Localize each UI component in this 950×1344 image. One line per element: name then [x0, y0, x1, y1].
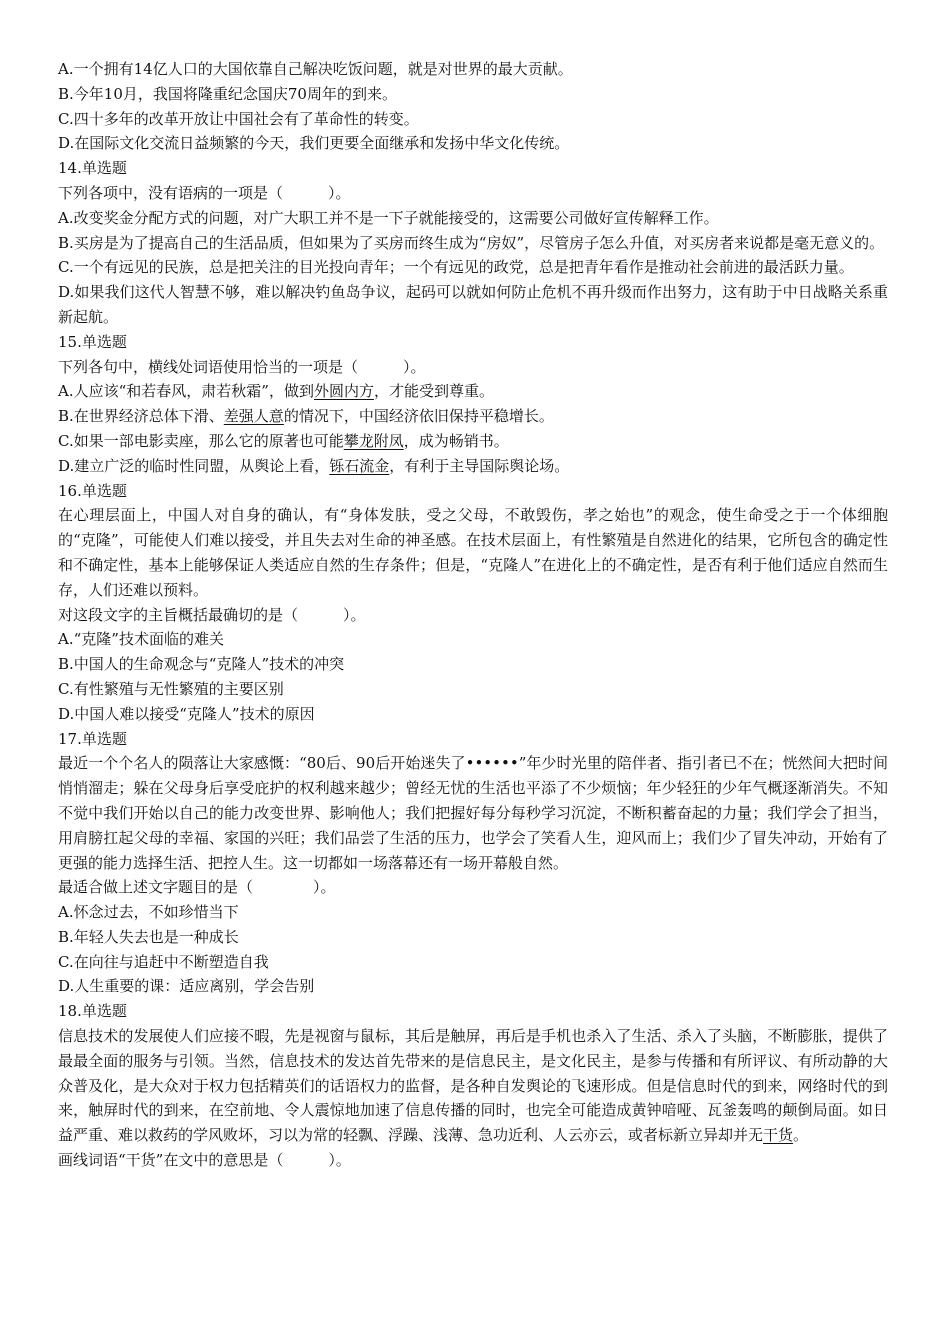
q16-header: 16.单选题 — [58, 481, 127, 500]
q14-stem: 下列各项中，没有语病的一项是（ ）。 — [58, 183, 351, 202]
q17-option-b: B.年轻人失去也是一种成长 — [58, 927, 239, 946]
q17-header: 17.单选题 — [58, 729, 127, 748]
q16-option-b: B.中国人的生命观念与“克隆人”技术的冲突 — [58, 655, 345, 674]
q14-option-a: A.改变奖金分配方式的问题，对广大职工并不是一下子就能接受的，这需要公司做好宣传解释工作。 — [58, 208, 719, 227]
q18-header: 18.单选题 — [58, 1002, 127, 1021]
q13-option-c: C.四十多年的改革开放让中国社会有了革命性的转变。 — [58, 109, 419, 128]
q17-passage: 最近一个个名人的陨落让大家感慨：“80后、90后开始迷失了••••••”年少时光里的陪伴者、指引者已不在；恍然间大把时间悄悄溜走；躲在父母身后享受庇护的权利越来越少；曾经无忧的生活也平添了不少烦恼；年少轻狂的少年气概逐渐消失。不知不觉中我们开始以自己的能力改变世界、影响他人；我们把握好每分每秒学习沉淀，不断积蓄奋起的力量；我们学会了担当，用肩膀扛起父母的幸福、家国的兴旺；我们品尝了生活的压力，也学会了笑看人生，迎风而上；我们少了冒失冲动，开始有了更强的能力选择生活、把控人生。这一切都如一场落幕还有一场开幕般自然。 — [58, 754, 888, 872]
q15-option-c-pre: C.如果一部电影卖座，那么它的原著也可能 — [58, 431, 344, 450]
q15-stem: 下列各句中，横线处词语使用恰当的一项是（ ）。 — [58, 357, 426, 376]
q17-option-c: C.在向往与追赶中不断塑造自我 — [58, 952, 269, 971]
q15-option-b-pre: B.在世界经济总体下滑、 — [58, 407, 224, 426]
q17-option-d: D.人生重要的课：适应离别，学会告别 — [58, 977, 315, 996]
q16-option-c: C.有性繁殖与无性繁殖的主要区别 — [58, 679, 284, 698]
q15-option-b — [58, 404, 888, 429]
q15-option-c — [58, 429, 888, 454]
q15-option-a-underlined: 外圆内方 — [313, 382, 374, 401]
q14-header: 14.单选题 — [58, 159, 127, 178]
q16-option-a: A.“克隆”技术面临的难关 — [58, 630, 224, 649]
q17-stem: 最适合做上述文字题目的是（ ）。 — [58, 878, 336, 897]
q16-option-d: D.中国人难以接受“克隆人”技术的原因 — [58, 704, 315, 723]
q15-option-b-post: 的情况下，中国经济依旧保持平稳增长。 — [283, 407, 554, 426]
q15-option-d — [58, 454, 888, 479]
q15-option-c-underlined: 攀龙附凤 — [343, 431, 404, 450]
q18-passage-underlined: 干货 — [763, 1126, 794, 1145]
q15-option-d-post: ，有利于主导国际舆论场。 — [389, 456, 570, 475]
q15-option-a — [58, 379, 888, 404]
q15-header: 15.单选题 — [58, 332, 127, 351]
q16-passage: 在心理层面上，中国人对自身的确认，有“身体发肤，受之父母，不敢毁伤，孝之始也”的观念，使生命受之于一个体细胞的“克隆”，可能使人们难以接受，并且失去对生命的神圣感。在技术层面上，有性繁殖是自然进化的结果，它所包含的确定性和不确定性，基本上能够保证人类适应自然的生存条件；但是，“克隆人”在进化上的不确定性，是否有利于他们适应自然而生存，人们还难以预料。 — [58, 506, 888, 599]
q17-option-a: A.怀念过去，不如珍惜当下 — [58, 903, 239, 922]
q18-passage-end: 。 — [793, 1126, 809, 1145]
q18-stem: 画线词语“干货”在文中的意思是（ ）。 — [58, 1151, 351, 1170]
q14-option-b: B.买房是为了提高自己的生活品质，但如果为了买房而终生成为“房奴”，尽管房子怎么升值，对买房者来说都是毫无意义的。 — [58, 233, 885, 252]
q15-option-d-underlined: 铄石流金 — [329, 456, 390, 475]
q13-option-a: A.一个拥有14亿人口的大国依靠自己解决吃饭问题，就是对世界的最大贡献。 — [58, 60, 573, 78]
q18-passage-text: 信息技术的发展使人们应接不暇，先是视窗与鼠标，其后是触屏，再后是手机也杀入了生活、杀入了头脑，不断膨胀，提供了最最全面的服务与引领。当然，信息技术的发达首先带来的是信息民主，是文化民主，是参与传播和有所评议、有所动静的大众普及化，是大众对于权力包括精英们的话语权力的监督，是各种自发舆论的飞速形成。但是信息时代的到来，网络时代的到来，触屏时代的到来，在空前地、令人震惊地加速了信息传播的同时，也完全可能造成黄钟喑哑、瓦釜轰鸣的颠倒局面。如日益严重、难以救药的学风败坏，习以为常的轻飘、浮躁、浅薄、急功近利、人云亦云，或者标新立异却并无 — [58, 1027, 888, 1145]
q15-option-c-post: ，成为畅销书。 — [403, 431, 509, 450]
document-page — [58, 57, 888, 1173]
q14-option-d: D.如果我们这代人智慧不够，难以解决钓鱼岛争议，起码可以就如何防止危机不再升级而作出努力，这有助于中日战略关系重新起航。 — [58, 283, 888, 326]
q14-option-c: C.一个有远见的民族，总是把关注的目光投向青年；一个有远见的政党，总是把青年看作是推动社会前进的最活跃力量。 — [58, 258, 854, 277]
q16-stem: 对这段文字的主旨概括最确切的是（ ）。 — [58, 605, 366, 624]
q13-option-b: B.今年10月，我国将隆重纪念国庆70周年的到来。 — [58, 84, 397, 103]
q13-option-d: D.在国际文化交流日益频繁的今天，我们更要全面继承和发扬中华文化传统。 — [58, 134, 570, 153]
q15-option-d-pre: D.建立广泛的临时性同盟，从舆论上看， — [58, 456, 330, 475]
q15-option-a-pre: A.人应该“和若春风，肃若秋霜”，做到 — [58, 382, 314, 401]
q18-passage — [58, 1024, 888, 1148]
q15-option-a-post: ，才能受到尊重。 — [373, 382, 494, 401]
q15-option-b-underlined: 差强人意 — [223, 407, 284, 426]
